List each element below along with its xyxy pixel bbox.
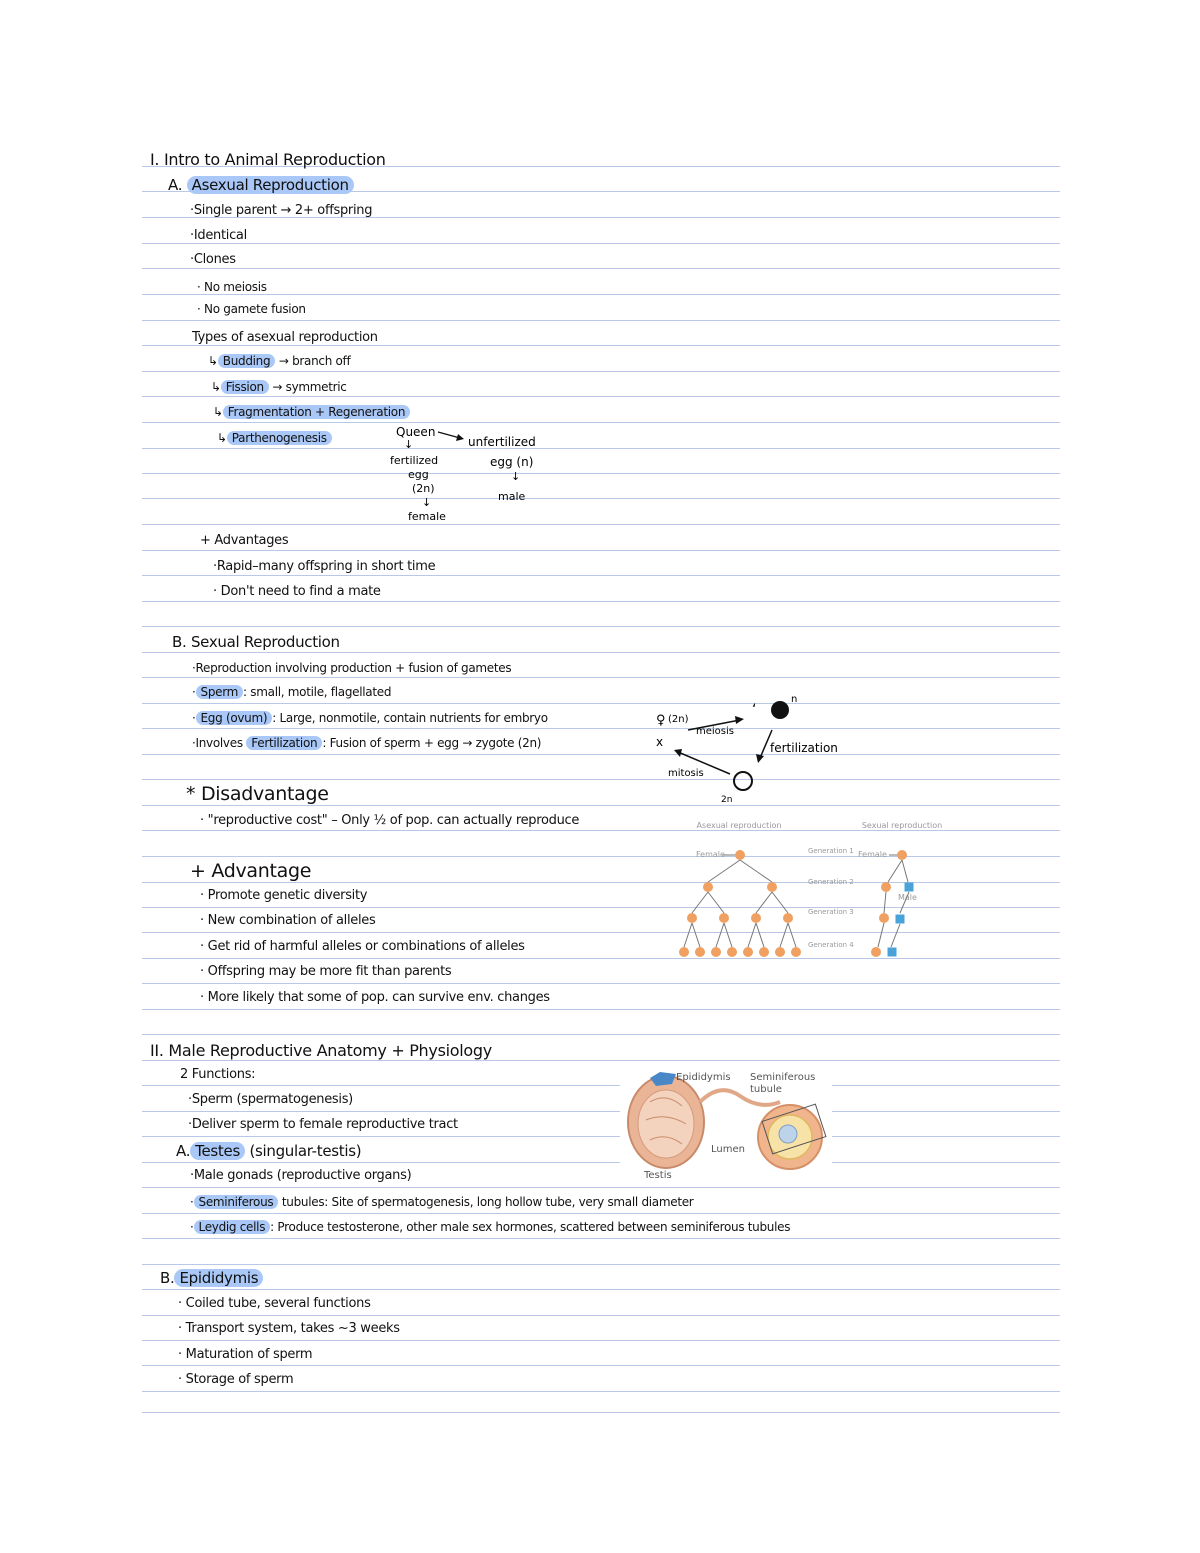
epididymis-label: Epididymis [676,1072,731,1083]
type-name: Fission [221,380,269,394]
leydig-highlight: Leydig cells [194,1220,271,1234]
arrow-head [456,434,464,441]
testes-heading [176,1142,361,1160]
down-arrow: ↓ [404,438,414,451]
arrow-head [735,716,744,724]
type-fission [211,380,347,394]
ruled-line [142,550,1060,551]
functions-title: 2 Functions: [180,1067,256,1082]
female-node [783,913,793,923]
ruled-line [142,754,1060,755]
types-title: Types of asexual reproduction [192,330,378,345]
lineage-line [902,860,908,882]
ruled-line [142,728,1060,729]
ruled-line [142,1085,1060,1086]
female-node [679,947,689,957]
lineage-line [692,923,700,947]
subsection-b-prefix: B. [172,633,187,651]
sexual-advantage-1: · Promote genetic diversity [200,888,368,903]
lineage-line [748,923,756,947]
female-node [711,947,721,957]
subsection-b-heading [172,633,340,651]
female-node [727,947,737,957]
ruled-line [142,1365,1060,1366]
ruled-line [142,268,1060,269]
type-name: Parthenogenesis [227,431,332,445]
seminiferous-definition: tubules: Site of spermatogenesis, long hollow tube, very small diameter [281,1195,694,1209]
ruled-line [142,575,1060,576]
egg-definition: : Large, nonmotile, contain nutrients for embryo [272,711,548,725]
female-node [879,913,889,923]
male-label: male [498,490,526,503]
male-label: Male [898,893,917,902]
arrow-to-unfertilized [438,432,460,438]
sexual-bullet-2: · Sperm : small, motile, flagellated [192,685,392,699]
sexual-bullet-3: · Egg (ovum) : Large, nonmotile, contain nutrients for embryo [192,711,548,725]
lineage-line [788,923,796,947]
ruled-line [142,243,1060,244]
section-1-title: I. Intro to Animal Reproduction [150,150,386,169]
female-node [871,947,881,957]
adult-symbol: ♀ [656,713,666,728]
female-node [735,850,745,860]
lineage-line [756,923,764,947]
female-node [743,947,753,957]
lineage-line [780,923,788,947]
section-2-title: II. Male Reproductive Anatomy + Physiology [150,1041,492,1060]
lineage-line [708,892,724,913]
advantages-title: + Advantages [200,533,289,548]
asexual-bullet-4: · No meiosis [197,280,267,294]
female-node [767,882,777,892]
subsection-a-heading [168,176,354,194]
sperm-definition: : small, motile, flagellated [243,685,392,699]
type-fragmentation [213,405,410,419]
female-node [775,947,785,957]
female-node [703,882,713,892]
ruled-line [142,524,1060,525]
testes-bullet-3: · Leydig cells : Produce testosterone, other male sex hormones, scattered between seminiferous tubules [190,1220,791,1234]
lineage-line [878,923,884,947]
zygote-symbol [734,772,752,790]
testes-bullet-1: ·Male gonads (reproductive organs) [190,1168,412,1183]
lineage-line [724,923,732,947]
down-arrow: ↓ [422,496,432,509]
sexual-bullet-4 [192,736,541,750]
female-node [881,882,891,892]
sexual-advantage-5: · More likely that some of pop. can survive env. changes [200,990,550,1005]
male-node [905,883,914,892]
male-node [888,948,897,957]
arrow-head [674,749,682,757]
zygote-label: 2n [721,795,733,805]
adult-symbol-x: x [656,735,664,749]
generation-2-label: Generation 2 [808,878,854,886]
meiosis-label: meiosis [696,726,734,737]
egg-label: egg [408,468,429,481]
type-arrow: ↳ [217,431,227,445]
sexual-figure-label: Sexual reproduction [861,821,943,830]
type-name: Budding [218,354,276,368]
lumen-shape [779,1125,797,1143]
ruled-line [142,320,1060,321]
testes-bullet-2: · Seminiferous tubules: Site of spermatogenesis, long hollow tube, very small diameter [190,1195,694,1209]
ruled-line [142,345,1060,346]
ruled-line [142,1187,1060,1188]
testis-anatomy-figure [620,1062,832,1187]
ruled-line [142,601,1060,602]
epididymis-heading [160,1269,263,1287]
reproduction-comparison-figure [676,815,946,965]
sexual-advantage-2: · New combination of alleles [200,913,376,928]
fertilization-label: fertilization [770,741,838,755]
advantage-1: ·Rapid–many offspring in short time [213,559,436,574]
ruled-line [142,677,1060,678]
fertilized-label: fertilized [390,454,439,467]
ruled-line [142,1340,1060,1341]
type-note: → symmetric [272,380,347,394]
female-node [695,947,705,957]
ruled-line [142,1391,1060,1392]
fertilization-definition: : Fusion of sperm + egg → zygote (2n) [322,736,542,750]
advantage-title: + Advantage [190,860,312,882]
involves-text: ·Involves [192,736,243,750]
unfertilized-label: unfertilized [468,435,536,449]
disadvantage-1: · "reproductive cost" – Only ½ of pop. can actually reproduce [200,813,580,828]
asexual-bullet-2: ·Identical [190,228,247,243]
ruled-line [142,652,1060,653]
fertilization-highlight: Fertilization [246,736,322,750]
type-note: → branch off [278,354,351,368]
ruled-line [142,626,1060,627]
asexual-reproduction-highlight: Asexual Reproduction [187,176,354,194]
two-n-label: (2n) [412,482,435,495]
male-node [896,915,905,924]
lineage-line [684,923,692,947]
epididymis-bullet-2: · Transport system, takes ~3 weeks [178,1321,400,1336]
seminiferous-highlight: Seminiferous [194,1195,279,1209]
ruled-line [142,396,1060,397]
reproduction-tree [679,850,914,957]
ruled-line [142,1213,1060,1214]
female-node [791,947,801,957]
generation-3-label: Generation 3 [808,908,854,916]
epididymis-bullet-1: · Coiled tube, several functions [178,1296,371,1311]
ruled-line [142,1289,1060,1290]
function-1: ·Sperm (spermatogenesis) [188,1092,353,1107]
ruled-line [142,448,1060,449]
egg-highlight: Egg (ovum) [196,711,273,725]
ruled-line [142,983,1060,984]
sperm-symbol: ‘ [752,702,757,718]
type-parthenogenesis [217,431,332,445]
asexual-bullet-5: · No gamete fusion [197,302,306,316]
ruled-line [142,1412,1060,1413]
ruled-line [142,1111,1060,1112]
generation-4-label: Generation 4 [808,941,854,949]
label-2n: (2n) [668,714,689,725]
lineage-line [891,924,900,947]
asexual-bullet-1: ·Single parent → 2+ offspring [190,203,373,218]
female-label: female [408,510,446,523]
sperm-highlight: Sperm [196,685,244,699]
female-node [687,913,697,923]
ruled-line [142,371,1060,372]
type-arrow: ↳ [213,405,223,419]
arrow-head [756,754,764,763]
sexual-advantage-4: · Offspring may be more fit than parents [200,964,452,979]
function-2: ·Deliver sperm to female reproductive tract [188,1117,458,1132]
mitosis-label: mitosis [668,768,704,779]
advantage-2: · Don't need to find a mate [213,584,381,599]
testes-prefix: A. [176,1142,191,1160]
female-label-left: Female [696,850,725,859]
testes-highlight: Testes [190,1142,245,1160]
lineage-line [884,892,886,913]
epididymis-bullet-4: · Storage of sperm [178,1372,294,1387]
lineage-line [692,892,708,913]
disadvantage-title: * Disadvantage [186,783,329,805]
female-label-right: Female [858,850,887,859]
lineage-line [756,892,772,913]
ruled-line [142,1034,1060,1035]
asexual-bullet-3: ·Clones [190,252,236,267]
ruled-line [142,779,1060,780]
lineage-line [740,860,772,882]
sexual-bullet-1: ·Reproduction involving production + fusion of gametes [192,661,512,675]
female-node [897,850,907,860]
ruled-line [142,805,1060,806]
female-node [759,947,769,957]
seminiferous-label: Seminiferous tubule [750,1072,816,1095]
ruled-line [142,473,1060,474]
egg-n-label: egg (n) [490,455,534,469]
down-arrow: ↓ [511,470,521,483]
asexual-figure-label: Asexual reproduction [696,821,782,830]
type-budding [208,354,350,368]
lumen-label: Lumen [711,1144,745,1155]
female-node [751,913,761,923]
subsection-b-title: Sexual Reproduction [190,633,340,651]
sexual-advantage-3: · Get rid of harmful alleles or combinations of alleles [200,939,525,954]
lineage-line [716,923,724,947]
epididymis-prefix: B. [160,1269,175,1287]
type-arrow: ↳ [208,354,218,368]
testes-singular: (singular-testis) [249,1142,362,1160]
ruled-line [142,498,1060,499]
epididymis-highlight: Epididymis [174,1269,263,1287]
female-node [719,913,729,923]
parthenogenesis-diagram [380,418,570,528]
ruled-line [142,422,1060,423]
ruled-line [142,1060,1060,1061]
type-arrow: ↳ [211,380,221,394]
leydig-definition: : Produce testosterone, other male sex hormones, scattered between seminiferous tubules [270,1220,791,1234]
ruled-line [142,1238,1060,1239]
egg-symbol [771,701,789,719]
lineage-line [708,860,740,882]
life-cycle-diagram [648,686,858,806]
type-name: Fragmentation + Regeneration [223,405,410,419]
ruled-line [142,1009,1060,1010]
generation-1-label: Generation 1 [808,847,854,855]
subsection-a-prefix: A. [168,176,183,194]
ruled-line [142,1162,1060,1163]
ruled-line [142,1315,1060,1316]
label-n: n [791,694,798,705]
epididymis-bullet-3: · Maturation of sperm [178,1347,313,1362]
lineage-line [888,860,902,882]
queen-label: Queen [396,425,436,439]
ruled-line [142,703,1060,704]
testis-label: Testis [644,1170,672,1181]
ruled-line [142,1264,1060,1265]
ruled-line [142,294,1060,295]
lineage-line [772,892,788,913]
ruled-line [142,1136,1060,1137]
